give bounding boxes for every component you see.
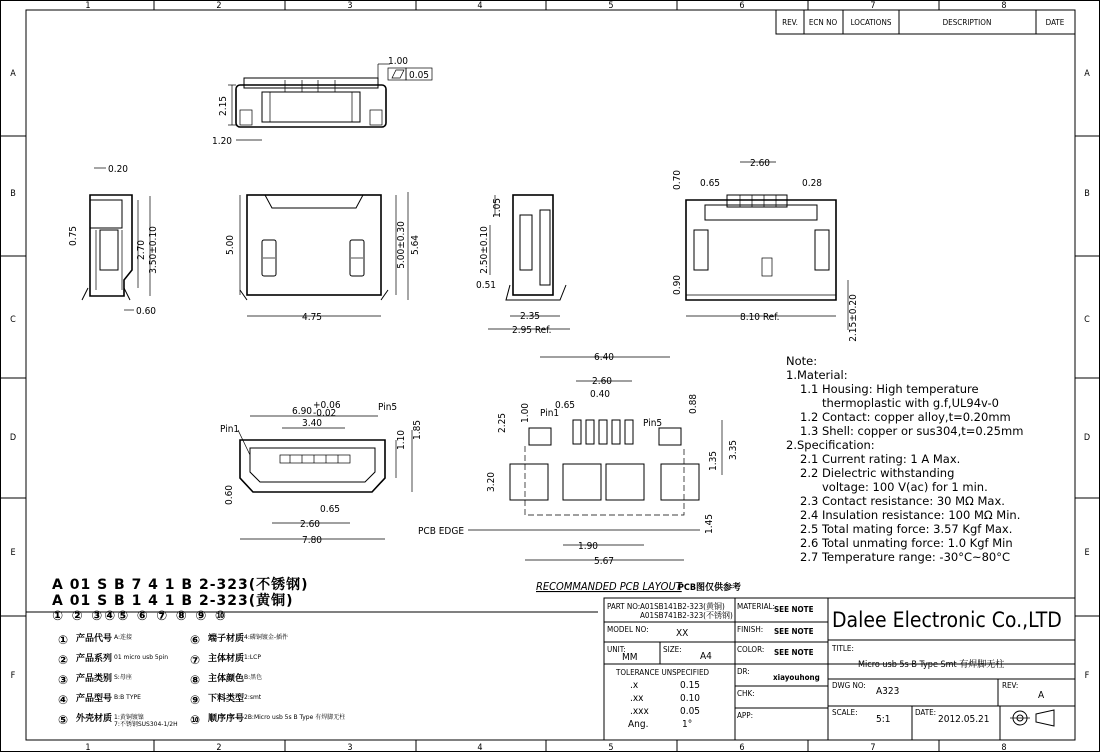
outer-frame <box>1 1 1100 752</box>
rev-header: REV. <box>782 18 798 27</box>
legend-value: 2B:Micro usb 5s B Type 有焊脚无柱 <box>244 714 346 721</box>
dim-pcb-0-65: 0.65 <box>555 400 576 411</box>
dim-sr-2-95: 2.95 Ref. <box>512 325 552 336</box>
legend-num: ⑤ <box>58 713 69 727</box>
note-line: 2.2 Dielectric withstanding <box>800 466 955 480</box>
grid-row-A-left: A <box>10 69 16 79</box>
legend-num: ① <box>58 633 69 647</box>
tol-ang-key: Ang. <box>628 719 649 730</box>
scale-value: 5:1 <box>876 714 891 725</box>
note-line: 2.5 Total mating force: 3.57 Kgf Max. <box>800 522 1013 536</box>
grid-col-4-top: 4 <box>477 1 483 11</box>
grid-col-5-top: 5 <box>608 1 614 11</box>
legend-num: ⑥ <box>190 633 201 647</box>
date-label: DATE: <box>915 708 937 717</box>
part-number-2: A 01 S B 1 4 1 B 2-323(黄铜) <box>52 593 294 609</box>
tol-xx-val: 0.10 <box>680 693 701 704</box>
tolerance-label: TOLERANCE UNSPECIFIED <box>616 668 710 677</box>
dim-sr-0-51: 0.51 <box>476 280 497 291</box>
note-line: voltage: 100 V(ac) for 1 min. <box>822 480 988 494</box>
grid-col-6-top: 6 <box>739 1 745 11</box>
top-view <box>212 56 432 147</box>
dim-plug-1-85: 1.85 <box>412 419 423 441</box>
front-view <box>225 192 421 323</box>
dim-top-0-05: 0.05 <box>409 70 430 81</box>
color-value: SEE NOTE <box>774 648 814 657</box>
tol-xxx-key: .xxx <box>630 706 649 717</box>
legend-label: 主体材质 <box>208 654 245 664</box>
label-pcb-edge: PCB EDGE <box>418 526 465 537</box>
note-line: 2.7 Temperature range: -30°C~80°C <box>800 550 1011 564</box>
dim-plug-1-10: 1.10 <box>396 429 407 451</box>
dwg-value: A323 <box>876 686 900 697</box>
part-number-digits: ① ② ③④⑤ ⑥ ⑦ ⑧ ⑨ ⑩ <box>52 609 228 624</box>
legend-value: 01 micro usb 5pin <box>114 654 169 661</box>
dim-rear-2-60: 2.60 <box>750 158 771 169</box>
dim-pcb-2-60: 2.60 <box>592 376 613 387</box>
company-name: Dalee Electronic Co.,LTD <box>832 608 1062 632</box>
legend-value: B:黑色 <box>244 674 263 681</box>
dim-top-1-00: 1.00 <box>388 56 409 67</box>
dim-pcb-0-40: 0.40 <box>590 389 611 400</box>
dim-sl-3-50: 3.50±0.10 <box>148 226 159 274</box>
legend-num: ⑨ <box>190 693 201 707</box>
revision-table <box>776 10 1075 34</box>
dim-sr-2-50: 2.50±0.10 <box>479 226 490 274</box>
description-header: DESCRIPTION <box>942 18 992 27</box>
tol-x-val: 0.15 <box>680 680 701 691</box>
note-line: 2.6 Total unmating force: 1.0 Kgf Min <box>800 536 1013 550</box>
pcb-layout-title: RECOMMANDED PCB LAYOUT <box>536 580 682 593</box>
legend-value: B:B TYPE <box>114 694 141 701</box>
dim-pcb-1-00: 1.00 <box>520 402 531 424</box>
note-line: 1.2 Contact: copper alloy,t=0.20mm <box>800 410 1011 424</box>
chk-label: CHK: <box>737 689 755 698</box>
legend-label: 外壳材质 <box>76 714 113 724</box>
part-no-2: A01SB741B2-323(不锈钢) <box>640 611 733 620</box>
dim-rear-8-10: 8.10 Ref. <box>740 312 780 323</box>
note-line: 1.1 Housing: High temperature <box>800 382 979 396</box>
dim-front-5-64: 5.64 <box>410 234 421 256</box>
note-line: thermoplastic with g.f,UL94v-0 <box>822 396 999 410</box>
grid-row-C-left: C <box>10 315 16 325</box>
grid-col-6-bottom: 6 <box>739 743 745 752</box>
legend-num: ③ <box>58 673 69 687</box>
legend-num: ⑦ <box>190 653 201 667</box>
dim-pcb-5-67: 5.67 <box>594 556 615 567</box>
part-number-1: A 01 S B 7 4 1 B 2-323(不锈钢) <box>52 577 309 593</box>
dim-sr-2-35: 2.35 <box>520 311 541 322</box>
label-plug-pin5: Pin5 <box>378 402 398 413</box>
grid-col-8-bottom: 8 <box>1001 743 1007 752</box>
tol-xxx-val: 0.05 <box>680 706 701 717</box>
legend-label: 产品型号 <box>76 694 113 704</box>
grid-col-2-top: 2 <box>216 1 222 11</box>
dim-pcb-1-45: 1.45 <box>704 513 715 535</box>
grid-col-7-top: 7 <box>870 1 876 11</box>
label-pcb-pin1: Pin1 <box>540 408 560 419</box>
dim-top-1-20: 1.20 <box>212 136 233 147</box>
dim-pcb-6-40: 6.40 <box>594 352 615 363</box>
label-plug-pin1: Pin1 <box>220 424 240 435</box>
locations-header: LOCATIONS <box>850 18 892 27</box>
legend-value: A:连接 <box>114 634 133 641</box>
dim-pcb-0-88: 0.88 <box>688 393 699 415</box>
dim-plug-0-60: 0.60 <box>224 484 235 506</box>
dwg-label: DWG NO: <box>832 681 866 690</box>
grid-row-D-left: D <box>9 433 17 443</box>
dim-rear-0-90: 0.90 <box>672 274 683 296</box>
title-block <box>604 598 1075 740</box>
plug-view <box>220 400 423 546</box>
legend-label: 产品代号 <box>76 634 113 644</box>
pcb-layout <box>418 352 741 593</box>
dim-plug-6-90: 6.90 <box>292 406 313 417</box>
dim-sl-0-20: 0.20 <box>108 164 129 175</box>
dim-pcb-3-35: 3.35 <box>728 439 739 461</box>
unit-label: UNIT: <box>607 645 626 654</box>
tol-ang-val: 1° <box>682 719 693 730</box>
dr-label: DR: <box>737 667 750 676</box>
dim-rear-0-65: 0.65 <box>700 178 721 189</box>
dim-pcb-1-90: 1.90 <box>578 541 599 552</box>
grid-row-F-left: F <box>10 671 16 681</box>
dim-pcb-2-25: 2.25 <box>497 412 508 434</box>
grid-row-E-left: E <box>10 548 16 558</box>
grid-col-2-bottom: 2 <box>216 743 222 752</box>
material-label: MATERIAL: <box>737 602 775 611</box>
note-line: 2.Specification: <box>786 438 875 452</box>
note-line: 1.3 Shell: copper or sus304,t=0.25mm <box>800 424 1024 438</box>
grid-row-C-right: C <box>1084 315 1090 325</box>
finish-value: SEE NOTE <box>774 627 814 636</box>
grid-col-8-top: 8 <box>1001 1 1007 11</box>
note-line: 1.Material: <box>786 368 848 382</box>
legend-num: ⑧ <box>190 673 201 687</box>
dim-plug-0-65: 0.65 <box>320 504 341 515</box>
dim-plug-2-60: 2.60 <box>300 519 321 530</box>
scale-label: SCALE: <box>832 708 858 717</box>
label-pcb-pin5: Pin5 <box>643 418 663 429</box>
part-no-1: A01SB141B2-323(黄铜) <box>640 602 725 611</box>
app-label: APP: <box>737 711 754 720</box>
grid-col-3-top: 3 <box>347 1 353 11</box>
legend-value: 2:smt <box>244 694 262 701</box>
side-view-right <box>476 195 570 336</box>
dim-plug-6-90-tol-up: +0.06 <box>313 400 341 411</box>
finish-label: FINISH: <box>737 625 764 634</box>
date-header: DATE <box>1045 18 1065 27</box>
dr-value: xiayouhong <box>773 673 820 682</box>
grid-col-3-bottom: 3 <box>347 743 353 752</box>
grid-col-1-top: 1 <box>85 1 91 11</box>
legend-label: 端子材质 <box>208 634 245 644</box>
dim-front-4-75: 4.75 <box>302 312 323 323</box>
note-line: 2.4 Insulation resistance: 100 MΩ Min. <box>800 508 1021 522</box>
rear-view <box>672 158 859 342</box>
grid-col-4-bottom: 4 <box>477 743 483 752</box>
legend-num: ⑩ <box>190 713 201 727</box>
note-line: 2.1 Current rating: 1 A Max. <box>800 452 961 466</box>
grid-row-E-right: E <box>1084 548 1090 558</box>
grid-col-5-bottom: 5 <box>608 743 614 752</box>
dim-pcb-3-20: 3.20 <box>486 471 497 493</box>
dim-plug-7-80: 7.80 <box>302 535 323 546</box>
model-value: XX <box>676 628 689 639</box>
note-line: 2.3 Contact resistance: 30 MΩ Max. <box>800 494 1005 508</box>
unit-value: MM <box>622 652 638 663</box>
side-view-left <box>68 164 159 317</box>
note-heading: Note: <box>786 354 818 368</box>
dim-rear-0-70: 0.70 <box>672 169 683 191</box>
legend-num: ② <box>58 653 69 667</box>
dim-plug-3-40: 3.40 <box>302 418 323 429</box>
grid-row-F-right: F <box>1084 671 1090 681</box>
model-label: MODEL NO: <box>607 625 649 634</box>
dim-sr-1-05: 1.05 <box>492 197 503 219</box>
material-value: SEE NOTE <box>774 605 814 614</box>
legend-label: 主体颜色 <box>208 674 245 684</box>
size-value: A4 <box>700 651 712 662</box>
tol-xx-key: .xx <box>630 693 644 704</box>
dim-sl-0-75: 0.75 <box>68 225 79 247</box>
grid-row-B-left: B <box>10 189 16 199</box>
pcb-layout-title-cn: PCB图仅供参考 <box>678 583 742 593</box>
dim-pcb-1-35: 1.35 <box>708 450 719 472</box>
legend-label: 下料类型 <box>208 694 245 704</box>
legend-value: S:母座 <box>114 674 132 681</box>
dim-sl-0-60: 0.60 <box>136 306 157 317</box>
title-value: Micro usb 5s B Type Smt 有焊脚无柱 <box>858 660 1005 670</box>
color-label: COLOR: <box>737 645 765 654</box>
legend-value: 1:黄铜镀镍 7:不锈钢SUS304-1/2H <box>114 714 178 728</box>
dim-top-2-15: 2.15 <box>218 95 229 117</box>
dim-plug-6-90-tol-dn: -0.02 <box>313 408 337 419</box>
dim-rear-2-15: 2.15±0.20 <box>848 294 859 342</box>
title-label: TITLE: <box>832 644 854 653</box>
legend-label: 顺序序号 <box>208 714 245 724</box>
grid-row-A-right: A <box>1084 69 1090 79</box>
dim-front-5-00-tol: 5.00±0.30 <box>396 221 407 269</box>
part-no-label: PART NO: <box>607 602 641 611</box>
grid-col-1-bottom: 1 <box>85 743 91 752</box>
size-label: SIZE: <box>663 645 682 654</box>
rev-value: A <box>1038 690 1045 701</box>
dim-sl-2-70: 2.70 <box>136 239 147 261</box>
date-value: 2012.05.21 <box>938 714 990 725</box>
grid-row-D-right: D <box>1083 433 1091 443</box>
dim-front-5-00: 5.00 <box>225 234 236 256</box>
rev-label: REV: <box>1002 681 1019 690</box>
legend-label: 产品系列 <box>76 654 113 664</box>
grid-col-7-bottom: 7 <box>870 743 876 752</box>
tol-x-key: .x <box>630 680 639 691</box>
legend-num: ④ <box>58 693 69 707</box>
dim-rear-0-28: 0.28 <box>802 178 823 189</box>
legend-value: 4:磷铜镀金-插件 <box>244 634 289 641</box>
projection-symbol-icon <box>1010 710 1054 726</box>
ecn-header: ECN NO <box>808 18 838 27</box>
grid-row-B-right: B <box>1084 189 1090 199</box>
legend-value: 1:LCP <box>244 654 261 661</box>
legend-label: 产品类别 <box>76 674 113 684</box>
